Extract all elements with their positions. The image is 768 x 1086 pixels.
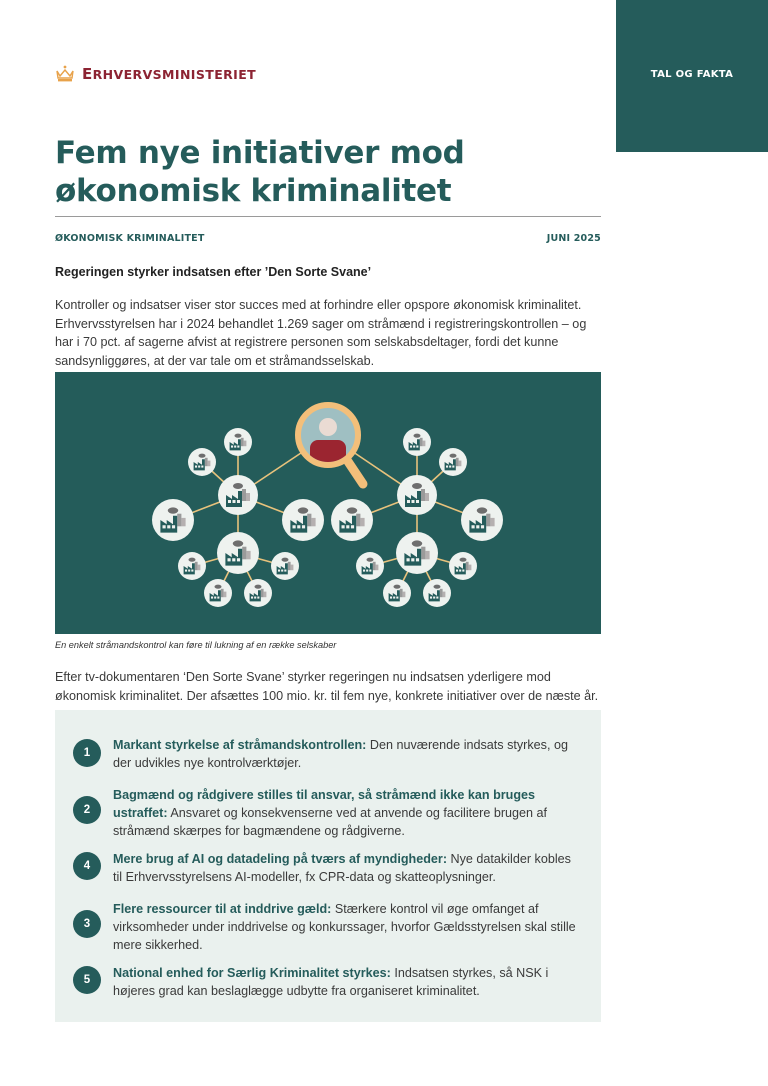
- company-node: [356, 552, 384, 580]
- company-node: [461, 499, 503, 541]
- network-graph: [55, 372, 601, 634]
- initiative-number: 4: [73, 852, 101, 880]
- initiative-text: Mere brug af AI og datadeling på tværs af myndigheder: Nye datakilder kobles til Erhvervsstyrelsens AI-modeller, fx CPR-data og skatteoplysninger.: [113, 852, 571, 884]
- company-node: [403, 428, 431, 456]
- company-node: [271, 552, 299, 580]
- initiative-text: Bagmænd og rådgivere stilles til ansvar, så stråmænd ikke kan bruges ustraffet: Ansvaret og konsekvenserne ved at anvende og facilitere brugen af stråmænd skærpes for bagmændene og rådgiverne.: [113, 788, 548, 838]
- company-node: [178, 552, 206, 580]
- intro-subheading: Regeringen styrker indsatsen efter ’Den Sorte Svane’: [55, 265, 372, 279]
- intro-paragraph: Kontroller og indsatser viser stor succes med at forhindre eller opspore økonomisk kriminalitet. Erhvervsstyrelsen har i 2024 behandlet 1.269 sager om stråmænd i registreringskontrollen – og har i 70 pct. af sagerne afvist at registrere personen som selskabsdeltager, fordi det kunne sandsynliggøres, at der var tale om et stråmandsselskab.: [55, 298, 587, 368]
- company-node: [218, 475, 258, 515]
- title-divider: [55, 216, 601, 217]
- company-node: [396, 532, 438, 574]
- initiative-number: 3: [73, 910, 101, 938]
- company-node: [224, 428, 252, 456]
- company-node: [282, 499, 324, 541]
- company-node: [217, 532, 259, 574]
- company-node: [439, 448, 467, 476]
- body-paragraph: Efter tv-dokumentaren ‘Den Sorte Svane’ styrker regeringen nu indsatsen yderligere mod økonomisk kriminalitet. Der afsættes 100 mio. kr. til fem nye, konkrete initiativer over de næste år.: [55, 670, 599, 703]
- network-illustration: [55, 372, 601, 634]
- company-node: [244, 579, 272, 607]
- ministry-logo: [55, 65, 256, 83]
- corner-label: TAL OG FAKTA: [650, 69, 734, 80]
- initiative-number: 1: [73, 739, 101, 767]
- illustration-caption: En enkelt stråmandskontrol kan føre til lukning af en række selskaber: [55, 640, 337, 650]
- company-node: [204, 579, 232, 607]
- crown-icon: [55, 65, 75, 83]
- initiative-number: 2: [73, 796, 101, 824]
- company-node: [397, 475, 437, 515]
- magnifier-icon: [298, 405, 363, 484]
- ministry-name: ERHVERVSMINISTERIET: [82, 65, 257, 83]
- company-node: [423, 579, 451, 607]
- initiative-number: 5: [73, 966, 101, 994]
- company-node: [152, 499, 194, 541]
- initiatives-box: [55, 710, 601, 1022]
- initiative-text: National enhed for Særlig Kriminalitet styrkes: Indsatsen styrkes, så NSK i højeres grad kan beslaglægge udbytte fra organiseret kriminalitet.: [113, 966, 549, 998]
- company-node: [331, 499, 373, 541]
- company-node: [383, 579, 411, 607]
- initiative-text: Flere ressourcer til at inddrive gæld: Stærkere kontrol vil øge omfanget af virksomheder under inddrivelse og konkurssager, hvorfor Gældsstyrelsen skal stille mere sikkerhed.: [113, 902, 576, 952]
- category-corner-box: [616, 0, 768, 152]
- page-title: Fem nye initiativer mod økonomisk kriminalitet: [55, 135, 465, 209]
- date-label: JUNI 2025: [546, 233, 601, 244]
- category-label: ØKONOMISK KRIMINALITET: [55, 233, 205, 244]
- initiative-text: Markant styrkelse af stråmandskontrollen: Den nuværende indsats styrkes, og der udvikles nye kontrolværktøjer.: [113, 738, 568, 770]
- company-node: [449, 552, 477, 580]
- company-node: [188, 448, 216, 476]
